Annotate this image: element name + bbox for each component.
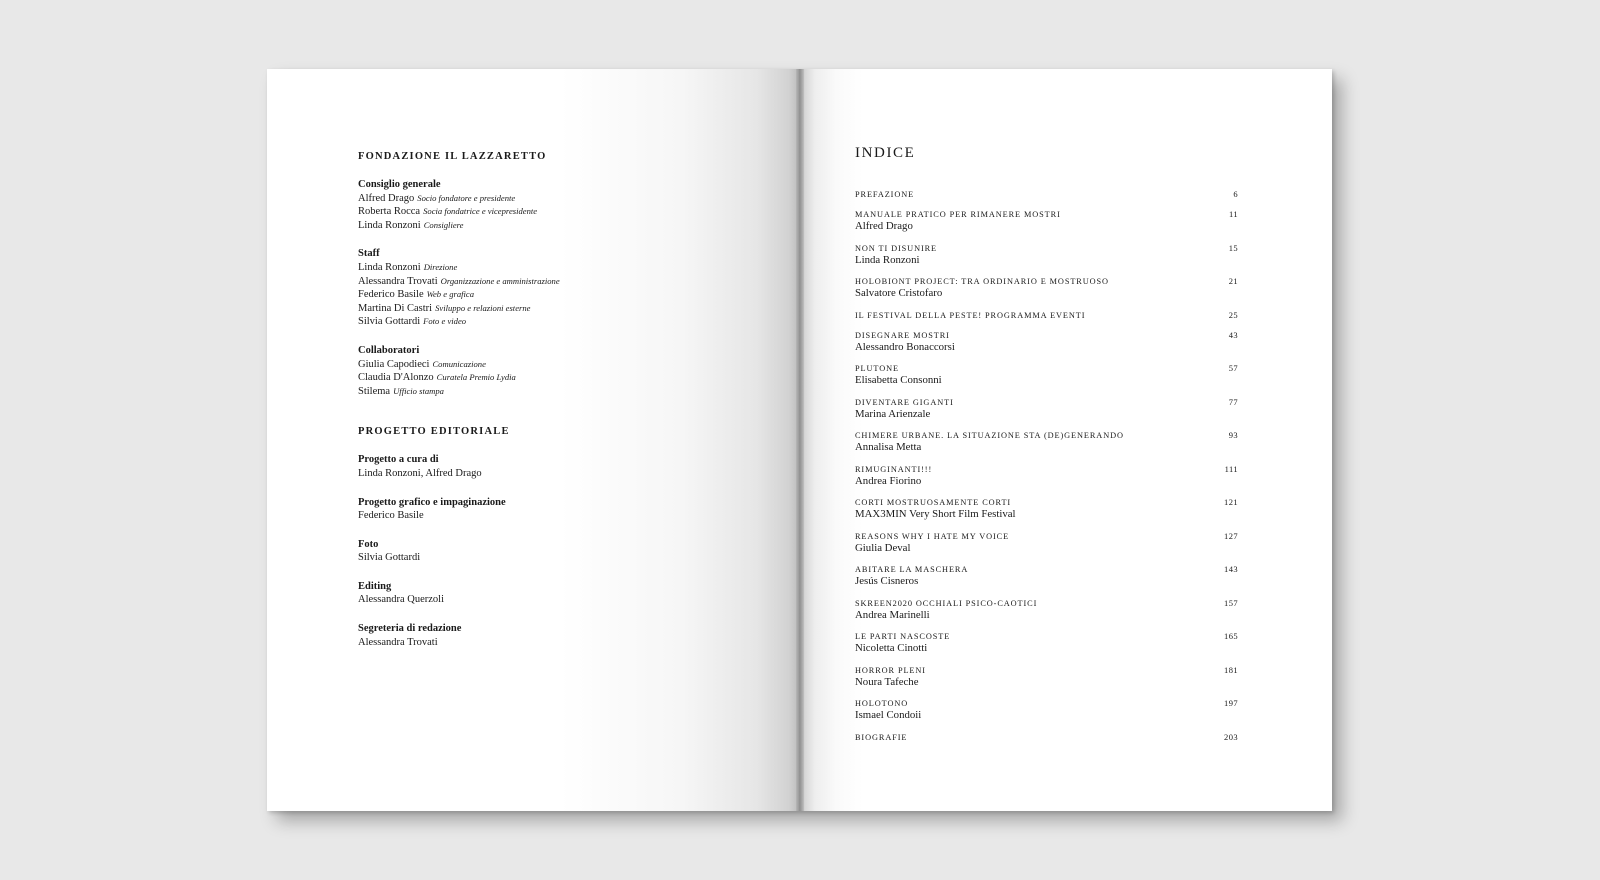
- credit-line: [358, 551, 778, 565]
- toc-entry: [855, 430, 1238, 455]
- credit-line: [358, 192, 778, 206]
- toc-entry-title: RIMUGINANTI!!!: [855, 464, 933, 474]
- toc-entry-author: MAX3MIN Very Short Film Festival: [855, 508, 1016, 520]
- credit-group-title: Foto: [358, 538, 379, 550]
- credit-role: Sviluppo e relazioni esterne: [435, 302, 531, 313]
- credit-group: [358, 344, 778, 398]
- credit-name: Silvia Gottardi: [358, 552, 421, 564]
- toc-entry-author: Ismael Condoii: [855, 709, 922, 721]
- toc-entry-author: Annalisa Metta: [855, 441, 922, 453]
- toc-page-number: 157: [1224, 597, 1238, 608]
- toc-entry-author: Salvatore Cristofaro: [855, 287, 943, 299]
- credit-group-title: Collaboratori: [358, 344, 420, 356]
- toc-entry-title: IL FESTIVAL DELLA PESTE! PROGRAMMA EVENTI: [855, 310, 1086, 320]
- toc-page-number: 165: [1224, 631, 1238, 641]
- toc-entry: [855, 698, 1238, 723]
- toc-entry: [855, 531, 1238, 556]
- toc-entry-title: HOLOBIONT PROJECT: TRA ORDINARIO E MOSTRUOSO: [855, 277, 1109, 286]
- credit-line: [358, 371, 778, 385]
- credit-line: [358, 261, 778, 275]
- toc-entry: [855, 464, 1238, 489]
- colophon: [358, 150, 778, 649]
- toc-entry-title: DISEGNARE MOSTRI: [855, 330, 950, 340]
- toc-entry-title: HORROR PLENI: [855, 665, 926, 675]
- credit-role: Foto e video: [423, 316, 467, 327]
- credit-group-title: Progetto grafico e impaginazione: [358, 496, 506, 508]
- credit-name: Linda Ronzoni: [358, 261, 421, 273]
- toc-page-number: 197: [1224, 698, 1238, 708]
- toc-page-number: 77: [1228, 396, 1238, 407]
- toc-entry-author: Nicoletta Cinotti: [855, 642, 928, 654]
- toc-entry: [855, 209, 1238, 234]
- toc-entry-title: HOLOTONO: [855, 699, 909, 708]
- credit-role: Curatela Premio Lydia: [436, 372, 516, 383]
- credit-name: Linda Ronzoni: [358, 219, 421, 231]
- credit-group: [358, 622, 778, 649]
- credit-name: Silvia Gottardi: [358, 316, 421, 328]
- credit-role: Consigliere: [423, 219, 464, 230]
- credit-line: [358, 205, 778, 219]
- section-gap: [358, 398, 778, 425]
- editorial-groups: [358, 453, 778, 649]
- credit-name: Claudia D'Alonzo: [358, 372, 434, 384]
- toc-page-number: 143: [1224, 564, 1238, 574]
- toc-entry-title: CHIMERE URBANE. LA SITUAZIONE STA (DE)GENERANDO: [855, 431, 1124, 440]
- toc-entry: [855, 276, 1238, 301]
- credit-group-title: Progetto a cura di: [358, 454, 439, 466]
- foundation-title: FONDAZIONE IL LAZZARETTO: [358, 151, 547, 162]
- toc-entry: [855, 363, 1238, 388]
- credit-name: Roberta Rocca: [358, 206, 421, 218]
- toc-entry-author: Jesús Cisneros: [855, 575, 919, 587]
- left-page: [267, 69, 799, 811]
- editorial-title: PROGETTO EDITORIALE: [358, 426, 510, 438]
- toc-entry: [855, 732, 1238, 743]
- toc-entry-title: LE PARTI NASCOSTE: [855, 632, 951, 641]
- credit-line: [358, 509, 778, 523]
- toc-entry: [855, 189, 1238, 200]
- credit-line: [358, 385, 778, 399]
- credit-name: Martina Di Castri: [358, 302, 433, 314]
- toc-page-number: 25: [1228, 309, 1238, 320]
- toc-page-number: 111: [1224, 463, 1238, 474]
- credit-name: Giulia Capodieci: [358, 358, 430, 370]
- credit-name: Alessandra Trovati: [358, 636, 438, 648]
- toc-entry-author: Giulia Deval: [855, 541, 911, 554]
- credit-group-title: Consiglio generale: [358, 179, 441, 190]
- credit-group-title: Editing: [358, 580, 392, 592]
- toc-entry-author: Alessandro Bonaccorsi: [855, 340, 955, 353]
- book-gutter: [796, 69, 804, 811]
- credit-line: [358, 219, 778, 233]
- toc-entry-title: DIVENTARE GIGANTI: [855, 397, 954, 407]
- toc-entry-title: CORTI MOSTRUOSAMENTE CORTI: [855, 498, 1012, 507]
- credit-line: [358, 636, 778, 650]
- credit-name: Stilema: [358, 385, 391, 397]
- toc-entry-author: Andrea Marinelli: [855, 608, 930, 621]
- toc-entry: [855, 397, 1238, 422]
- credit-role: Web e grafica: [426, 289, 475, 300]
- toc-entry-author: Marina Arienzale: [855, 407, 931, 420]
- index-title: INDICE: [855, 145, 916, 161]
- credit-group-title: Segreteria di redazione: [358, 623, 462, 635]
- credit-role: Organizzazione e amministrazione: [440, 275, 560, 286]
- toc-entry: [855, 243, 1238, 268]
- toc-page-number: 11: [1229, 209, 1238, 219]
- toc-entry-author: Elisabetta Consonni: [855, 374, 942, 386]
- toc-entry-title: ABITARE LA MASCHERA: [855, 565, 969, 574]
- toc-entry: [855, 598, 1238, 623]
- toc-entry-title: SKREEN2020 OCCHIALI PSICO-CAOTICI: [855, 598, 1038, 608]
- toc-entry-author: Noura Tafeche: [855, 675, 919, 688]
- toc-page-number: 15: [1228, 242, 1238, 253]
- credit-name: Linda Ronzoni, Alfred Drago: [358, 467, 482, 479]
- foundation-groups: [358, 178, 778, 398]
- toc-page-number: 93: [1228, 430, 1238, 440]
- book-spread: [267, 69, 1332, 811]
- toc-entry-title: MANUALE PRATICO PER RIMANERE MOSTRI: [855, 210, 1061, 219]
- credit-line: [358, 275, 778, 289]
- credit-line: [358, 315, 778, 329]
- toc-entry: [855, 497, 1238, 522]
- toc-entry-title: PLUTONE: [855, 364, 899, 373]
- toc-entry-author: Andrea Fiorino: [855, 474, 922, 487]
- credit-line: [358, 467, 778, 481]
- credit-line: [358, 302, 778, 316]
- toc-entry: [855, 310, 1238, 321]
- toc-entry-title: BIOGRAFIE: [855, 732, 908, 742]
- toc-entry-title: NON TI DISUNIRE: [855, 243, 938, 253]
- credit-name: Federico Basile: [358, 510, 424, 522]
- credit-line: [358, 288, 778, 302]
- credit-role: Socia fondatrice e vicepresidente: [423, 206, 538, 217]
- credit-name: Federico Basile: [358, 289, 424, 301]
- toc-page-number: 57: [1228, 363, 1238, 373]
- credit-line: [358, 358, 778, 372]
- toc-entry-author: Linda Ronzoni: [855, 253, 920, 266]
- toc-entry: [855, 330, 1238, 355]
- toc-page-number: 181: [1224, 664, 1238, 675]
- toc-entry-title: PREFAZIONE: [855, 190, 915, 199]
- credit-group: [358, 580, 778, 607]
- toc-entry-author: Alfred Drago: [855, 220, 913, 232]
- toc-page-number: 203: [1224, 731, 1238, 742]
- credit-line: [358, 593, 778, 607]
- toc-entry: [855, 665, 1238, 690]
- toc-entry: [855, 564, 1238, 589]
- credit-role: Comunicazione: [432, 358, 486, 369]
- credit-group: [358, 178, 778, 232]
- toc-page-number: 121: [1224, 497, 1238, 507]
- credit-role: Ufficio stampa: [393, 385, 444, 396]
- credit-group: [358, 453, 778, 480]
- credit-name: Alfred Drago: [358, 192, 415, 204]
- credit-group: [358, 247, 778, 329]
- toc-entry: [855, 631, 1238, 656]
- credit-name: Alessandra Trovati: [358, 275, 438, 287]
- toc-page-number: 6: [1233, 189, 1238, 199]
- toc-page-number: 127: [1224, 530, 1238, 541]
- credit-role: Direzione: [423, 261, 458, 272]
- toc-page-number: 21: [1228, 276, 1238, 286]
- toc-page-number: 43: [1228, 329, 1238, 340]
- credit-group-title: Staff: [358, 248, 380, 260]
- credit-role: Socio fondatore e presidente: [417, 192, 516, 203]
- credit-name: Alessandra Querzoli: [358, 594, 445, 606]
- table-of-contents: [855, 189, 1238, 752]
- credit-group: [358, 538, 778, 565]
- toc-entry-title: REASONS WHY I HATE MY VOICE: [855, 531, 1010, 541]
- credit-group: [358, 496, 778, 523]
